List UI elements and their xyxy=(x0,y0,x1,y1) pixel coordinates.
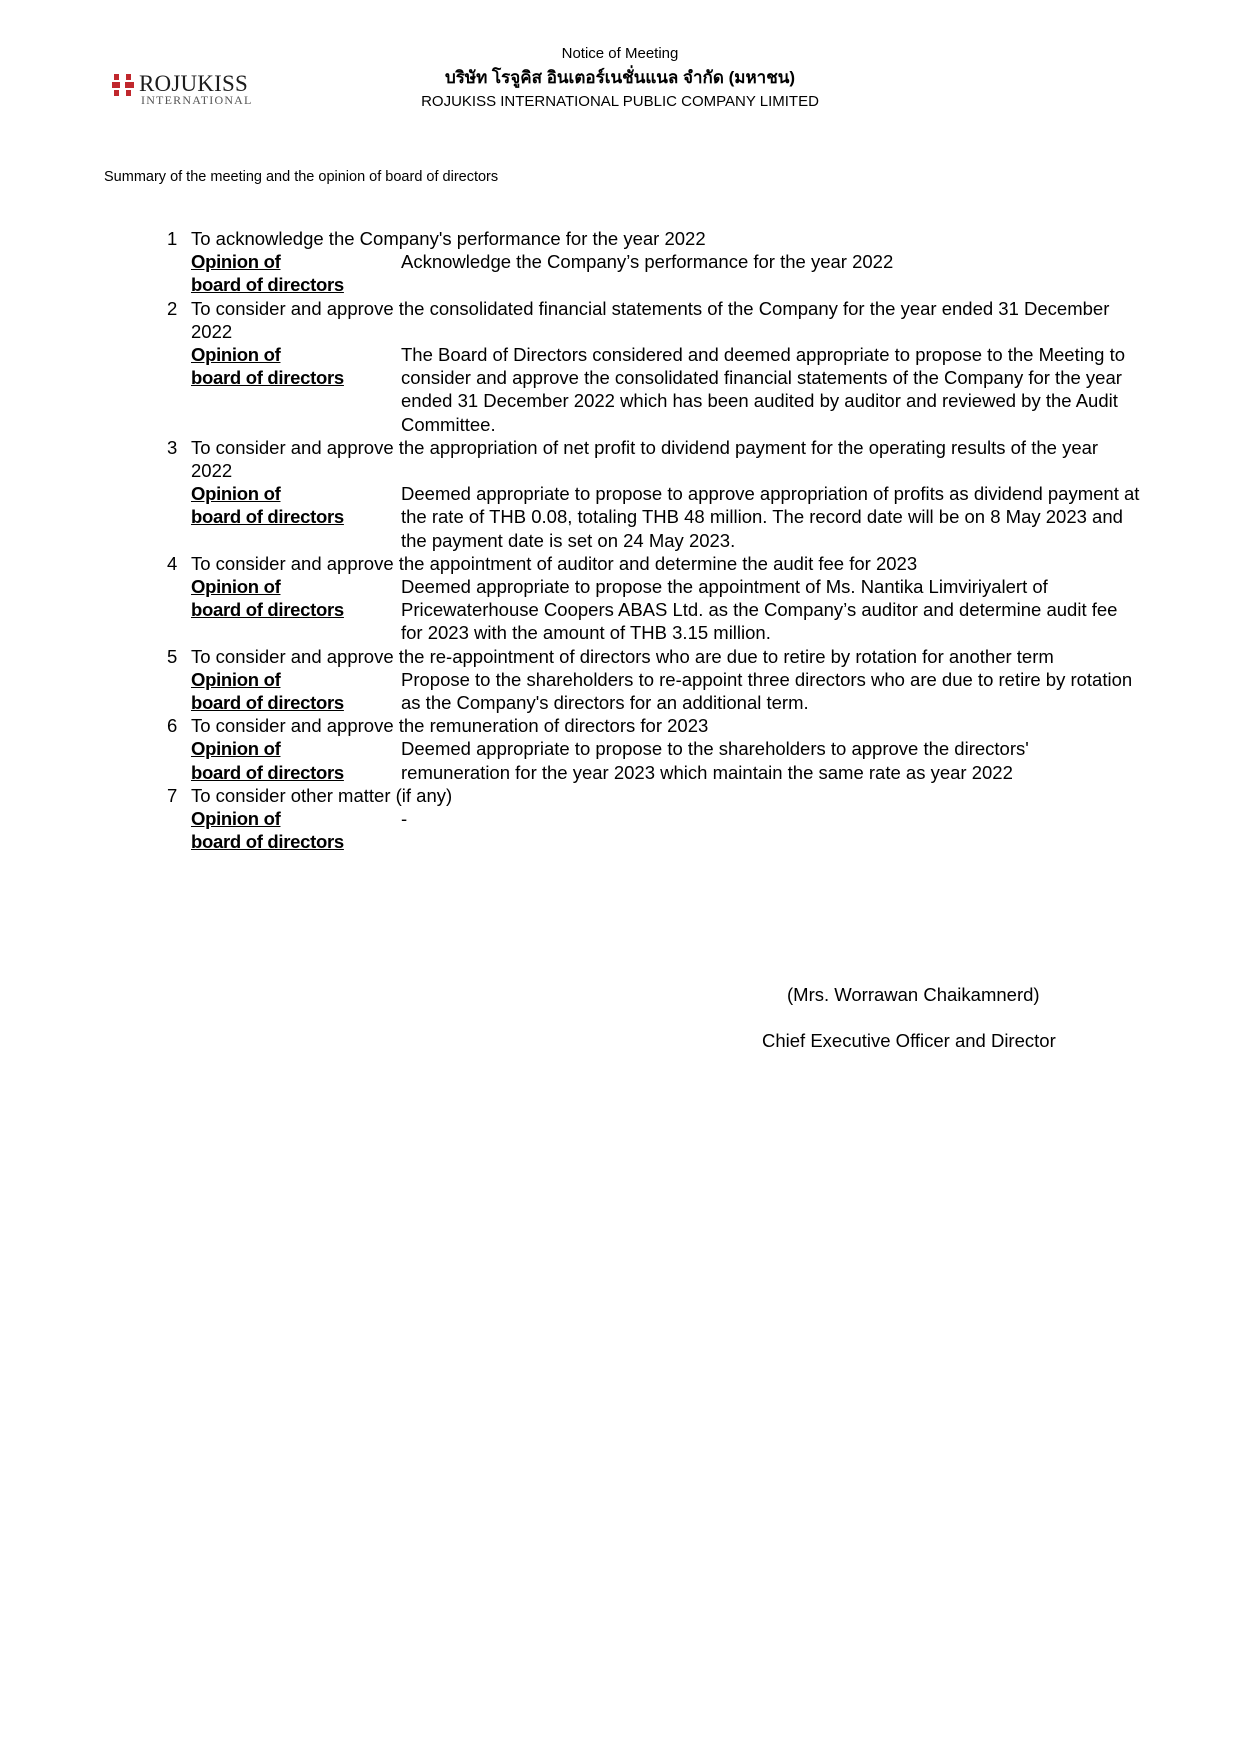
company-name-thai: บริษัท โรจูคิส อินเตอร์เนชั่นแนล จำกัด (มหาชน) xyxy=(444,68,796,87)
agenda-number: 2 xyxy=(167,297,178,319)
agenda-item xyxy=(0,552,1240,645)
opinion-label: Opinion of board of directors xyxy=(191,344,344,389)
opinion-label: Opinion of board of directors xyxy=(191,576,344,621)
logo-subtitle: INTERNATIONAL xyxy=(141,93,253,107)
board-opinion xyxy=(0,343,1240,436)
opinion-text: - xyxy=(401,808,408,830)
agenda-number: 6 xyxy=(167,715,178,737)
board-opinion xyxy=(0,482,1240,552)
agenda-item xyxy=(0,436,1240,552)
signatory-name: (Mrs. Worrawan Chaikamnerd) xyxy=(787,984,1040,1005)
agenda-title: To consider and approve the consolidated financial statements of the Company for the year ended 31 December 2022 xyxy=(191,297,1110,342)
cross-logo-icon xyxy=(112,74,134,96)
agenda-item xyxy=(0,645,1240,715)
board-opinion xyxy=(0,668,1240,714)
agenda-number: 5 xyxy=(167,645,178,667)
signatory-title: Chief Executive Officer and Director xyxy=(762,1030,1056,1051)
summary-title: Summary of the meeting and the opinion of board of directors xyxy=(104,169,499,185)
board-opinion xyxy=(0,575,1240,645)
board-opinion xyxy=(0,737,1240,783)
agenda-title: To consider and approve the remuneration of directors for 2023 xyxy=(191,715,709,737)
opinion-label: Opinion of board of directors xyxy=(191,738,344,783)
notice-heading: Notice of Meeting xyxy=(561,45,679,62)
board-opinion xyxy=(0,807,1240,853)
company-logo xyxy=(112,71,272,107)
opinion-text: Propose to the shareholders to re-appoint three directors who are due to retire by rotation as the Company's directors for an additional term. xyxy=(401,668,1133,714)
agenda-item xyxy=(0,784,1240,854)
agenda-title: To acknowledge the Company's performance for the year 2022 xyxy=(191,228,706,249)
opinion-label: Opinion of board of directors xyxy=(191,808,344,853)
agenda-item xyxy=(0,714,1240,784)
agenda-number: 1 xyxy=(167,228,178,249)
opinion-text: Acknowledge the Company’s performance for the year 2022 xyxy=(401,251,894,273)
agenda-title: To consider and approve the appropriation of net profit to dividend payment for the operating results of the year 2022 xyxy=(191,436,1099,482)
logo-wordmark: ROJUKISS xyxy=(139,71,248,96)
opinion-text: Deemed appropriate to propose the appointment of Ms. Nantika Limviriyalert of Pricewaterhouse Coopers ABAS Ltd. as the Company’s auditor and determine audit fee for 2023 with the amount of THB 3.15 million. xyxy=(401,576,1118,644)
agenda-title: To consider other matter (if any) xyxy=(191,784,453,806)
opinion-label: Opinion of board of directors xyxy=(191,251,344,296)
opinion-label: Opinion of board of directors xyxy=(191,483,344,528)
board-opinion xyxy=(0,250,1240,296)
opinion-text: Deemed appropriate to propose to the shareholders to approve the directors' remuneration for the year 2023 which maintain the same rate as year 2022 xyxy=(401,738,1029,783)
agenda-item xyxy=(0,227,1240,297)
agenda-item xyxy=(0,297,1240,436)
opinion-text: The Board of Directors considered and deemed appropriate to propose to the Meeting to consider and approve the consolidated financial statements of the Company for the year ended 31 December 2022 which has been audited by auditor and reviewed by the Audit Committee. xyxy=(401,344,1125,435)
opinion-text: Deemed appropriate to propose to approve appropriation of profits as dividend payment at the rate of THB 0.08, totaling THB 48 million. The record date will be on 8 May 2023 and the payment date is set on 24 May 2023. xyxy=(401,483,1140,551)
agenda-number: 7 xyxy=(167,784,178,806)
agenda-title: To consider and approve the appointment of auditor and determine the audit fee for 2023 xyxy=(191,552,918,574)
agenda-list xyxy=(0,227,1240,853)
agenda-title: To consider and approve the re-appointment of directors who are due to retire by rotation for another term xyxy=(191,645,1054,667)
agenda-number: 4 xyxy=(167,552,178,574)
opinion-label: Opinion of board of directors xyxy=(191,668,344,714)
agenda-number: 3 xyxy=(167,436,178,458)
company-name-english: ROJUKISS INTERNATIONAL PUBLIC COMPANY LIMITED xyxy=(421,93,819,110)
